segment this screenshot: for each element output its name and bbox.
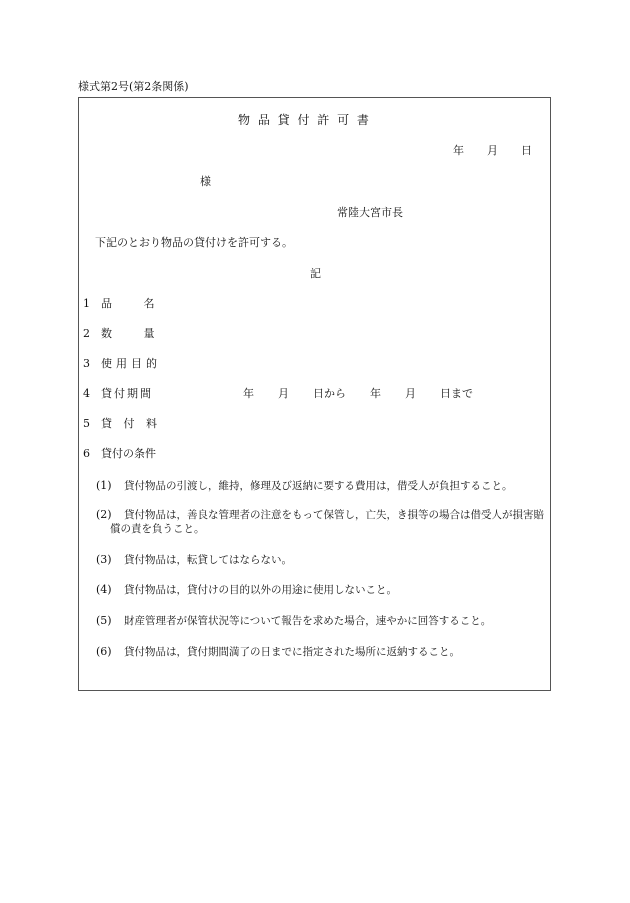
item-label-conditions: 貸付の条件 (101, 447, 156, 460)
condition-number: (5) (96, 614, 112, 627)
item-number: 2 (83, 327, 90, 340)
item-label-fee: 貸 付 料 (101, 417, 157, 430)
addressee-suffix: 様 (200, 175, 211, 188)
condition-text: 貸付物品は，善良な管理者の注意をもって保管し，亡失，き損等の場合は借受人が損害賠償の責を負うこと。 (110, 509, 544, 535)
period-start-day: 日から (313, 387, 346, 400)
period-end-day: 日まで (440, 387, 473, 400)
date-year: 年 (453, 144, 464, 157)
condition-text: 貸付物品は，貸付けの目的以外の用途に使用しないこと。 (124, 584, 397, 596)
condition-text: 財産管理者が保管状況等について報告を求めた場合，速やかに回答すること。 (124, 615, 492, 627)
date-day: 日 (521, 144, 532, 157)
item-label-quantity: 数 量 (101, 327, 155, 340)
issuer: 常陸大宮市長 (337, 206, 403, 219)
condition-number: (2) (96, 508, 112, 521)
form-label: 様式第2号(第2条関係) (78, 80, 189, 93)
item-number: 6 (83, 447, 90, 460)
item-number: 3 (83, 357, 90, 370)
item-label-period: 貸付期間 (101, 387, 153, 400)
condition-number: (4) (96, 583, 112, 596)
condition-number: (3) (96, 553, 112, 566)
item-label-purpose: 使用目的 (101, 357, 161, 370)
item-number: 5 (83, 417, 90, 430)
condition-text: 貸付物品は，転貸してはならない。 (124, 554, 292, 566)
condition-number: (1) (96, 479, 112, 492)
record-heading: 記 (310, 267, 321, 280)
condition-number: (6) (96, 645, 112, 658)
item-number: 1 (83, 297, 90, 310)
intro-text: 下記のとおり物品の貸付けを許可する。 (95, 236, 293, 249)
item-number: 4 (83, 387, 90, 400)
period-end-month: 月 (405, 387, 416, 400)
condition-text: 貸付物品の引渡し，維持，修理及び返納に要する費用は，借受人が負担すること。 (124, 480, 513, 492)
period-start-month: 月 (278, 387, 289, 400)
document-title: 物 品 貸 付 許 可 書 (238, 113, 371, 127)
date-month: 月 (487, 144, 498, 157)
item-label-name: 品 名 (101, 297, 155, 310)
condition-text: 貸付物品は，貸付期間満了の日までに指定された場所に返納すること。 (124, 646, 460, 658)
period-start-year: 年 (243, 387, 254, 400)
period-end-year: 年 (370, 387, 381, 400)
